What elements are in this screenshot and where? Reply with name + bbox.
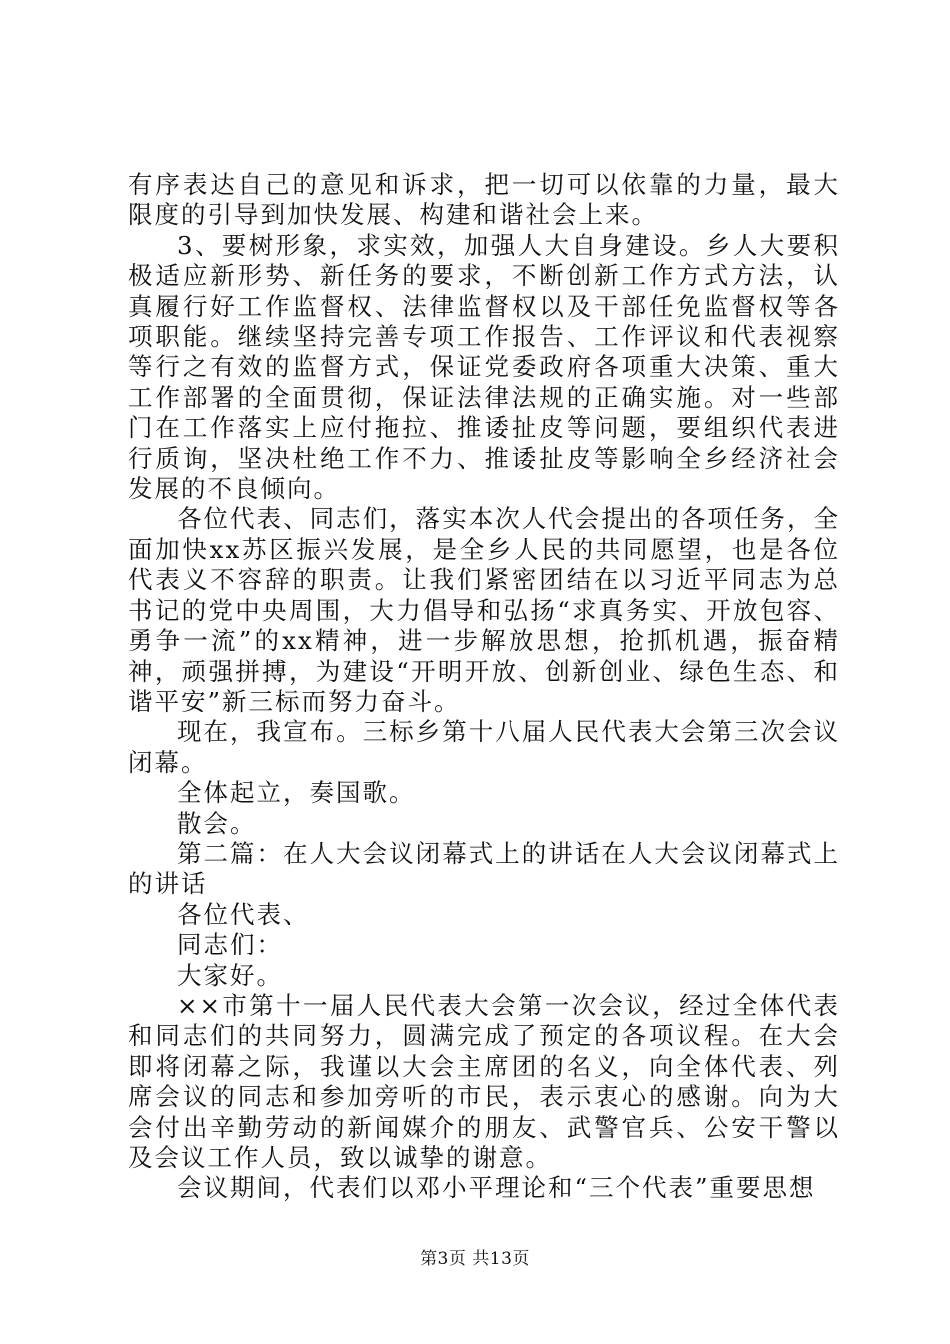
paragraph-meeting-summary: ××市第十一届人民代表大会第一次会议，经过全体代表和同志们的共同努力，圆满完成了预定的各项议程。在大会即将闭幕之际，我谨以大会主席团的名义，向全体代表、列席会议的同志和参加旁听的市民，表示衷心的感谢。向为大会付出辛勤劳动的新闻媒介的朋友、武警官兵、公安干警以及会议工作人员，致以诚挚的谢意。 <box>128 990 840 1172</box>
document-body <box>128 170 840 1204</box>
paragraph-national-anthem: 全体起立，奏国歌。 <box>177 778 416 808</box>
paragraph-continuation: 有序表达自己的意见和诉求，把一切可以依靠的力量，最大限度的引导到加快发展、构建和谐社会上来。 <box>128 170 840 230</box>
section-heading: 第二篇：在人大会议闭幕式上的讲话在人大会议闭幕式上的讲话 <box>128 838 840 899</box>
greeting: 大家好。 <box>177 960 283 990</box>
page-number-footer: 第3页 共13页 <box>420 1249 530 1269</box>
paragraph-closing-announcement: 现在，我宣布。三标乡第十八届人民代表大会第三次会议闭幕。 <box>128 717 840 777</box>
paragraph-call-to-action: 各位代表、同志们，落实本次人代会提出的各项任务，全面加快xx苏区振兴发展，是全乡人民的共同愿望，也是各位代表义不容辞的职责。让我们紧密团结在以习近平同志为总书记的党中央周围，大力倡导和弘扬“求真务实、开放包容、勇争一流”的xx精神，进一步解放思想，抢抓机遇，振奋精神，顽强拼搏，为建设“开明开放、创新创业、绿色生态、和谐平安”新三标而努力奋斗。 <box>128 504 840 716</box>
paragraph-self-building: 3、要树形象，求实效，加强人大自身建设。乡人大要积极适应新形势、新任务的要求，不断创新工作方式方法，认真履行好工作监督权、法律监督权以及干部任免监督权等各项职能。继续坚持完善专项工作报告、工作评议和代表视察等行之有效的监督方式，保证党委政府各项重大决策、重大工作部署的全面贯彻，保证法律法规的正确实施。对一些部门在工作落实上应付拖拉、推诿扯皮等问题，要组织代表进行质询，坚决杜绝工作不力、推诿扯皮等影响全乡经济社会发展的不良倾向。 <box>128 230 840 504</box>
paragraph-adjourn: 散会。 <box>177 808 257 838</box>
salutation-representatives: 各位代表、 <box>177 899 310 929</box>
paragraph-meeting-period: 会议期间，代表们以邓小平理论和“三个代表”重要思想 <box>177 1173 816 1203</box>
salutation-comrades: 同志们： <box>177 930 283 960</box>
